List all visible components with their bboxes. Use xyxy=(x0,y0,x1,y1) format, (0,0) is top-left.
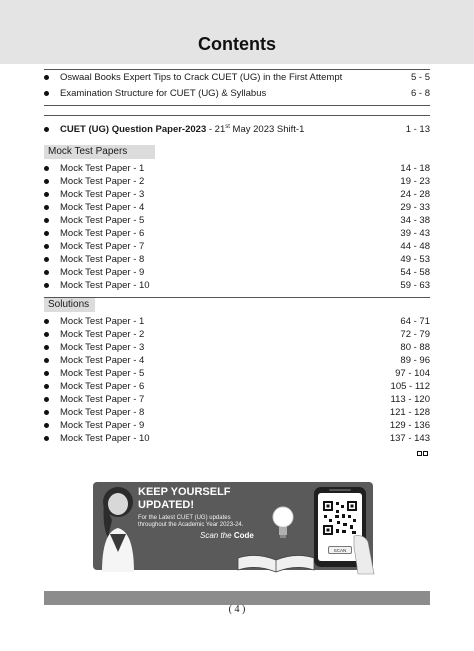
toc-entry[interactable] xyxy=(44,71,430,84)
toc-entry[interactable] xyxy=(44,432,430,445)
toc-entry[interactable] xyxy=(44,253,430,266)
toc-entry[interactable] xyxy=(44,188,430,201)
page-title: Contents xyxy=(198,34,276,54)
toc-entry[interactable] xyxy=(44,380,430,393)
toc-entry[interactable] xyxy=(44,354,430,367)
bullet-icon xyxy=(44,127,49,132)
toc-entry-pages: 24 - 28 xyxy=(400,189,430,200)
bullet-icon xyxy=(44,218,49,223)
bullet-icon xyxy=(44,91,49,96)
divider xyxy=(44,297,430,298)
toc-entry[interactable] xyxy=(44,367,430,380)
toc-entry-label: Mock Test Paper - 10 xyxy=(60,433,150,444)
toc-entry-pages: 54 - 58 xyxy=(400,267,430,278)
toc-entry-label: Mock Test Paper - 7 xyxy=(60,394,145,405)
toc-entry-label: Mock Test Paper - 6 xyxy=(60,381,145,392)
toc-entry[interactable] xyxy=(44,393,430,406)
toc-entry[interactable] xyxy=(44,279,430,292)
bullet-icon xyxy=(44,179,49,184)
toc-entry-pages: 14 - 18 xyxy=(400,163,430,174)
banner-heading: KEEP YOURSELF UPDATED! xyxy=(138,486,231,511)
footer-bar xyxy=(44,591,430,605)
toc-entry-pages: 44 - 48 xyxy=(400,241,430,252)
bullet-icon xyxy=(44,397,49,402)
section-heading-mock: Mock Test Papers xyxy=(44,145,155,159)
toc-entry-label: Mock Test Paper - 5 xyxy=(60,215,145,226)
bullet-icon xyxy=(44,205,49,210)
toc-entry-label: Mock Test Paper - 3 xyxy=(60,342,145,353)
toc-entry-label: Mock Test Paper - 3 xyxy=(60,189,145,200)
toc-entry-label: Mock Test Paper - 4 xyxy=(60,355,145,366)
toc-entry-label: Mock Test Paper - 8 xyxy=(60,407,145,418)
toc-entry-label: Mock Test Paper - 10 xyxy=(60,280,150,291)
toc-entry-pages: 80 - 88 xyxy=(400,342,430,353)
divider xyxy=(44,105,430,106)
banner-scan-text: Scan the Code xyxy=(200,531,254,540)
toc-entry-label: Examination Structure for CUET (UG) & Syllabus xyxy=(60,88,267,99)
toc-entry-label: Mock Test Paper - 2 xyxy=(60,329,145,340)
toc-entry-pages: 137 - 143 xyxy=(389,433,430,444)
toc-entry[interactable] xyxy=(44,214,430,227)
bullet-icon xyxy=(44,345,49,350)
toc-entry-pages: 105 - 112 xyxy=(390,381,430,392)
bullet-icon xyxy=(44,75,49,80)
bullet-icon xyxy=(44,436,49,441)
bullet-icon xyxy=(44,244,49,249)
scan-button[interactable]: SCAN xyxy=(328,546,352,554)
toc-entry[interactable] xyxy=(44,227,430,240)
banner-text: For the Latest CUET (UG) updates throughout the Academic Year 2023-24. xyxy=(138,515,244,528)
toc-entry-pages: 49 - 53 xyxy=(400,254,430,265)
toc-entry-pages: 5 - 5 xyxy=(410,72,430,83)
bullet-icon xyxy=(44,166,49,171)
toc-entry[interactable] xyxy=(44,201,430,214)
toc-entry-pages: 29 - 33 xyxy=(400,202,430,213)
girl-illustration xyxy=(96,480,140,572)
divider-top xyxy=(44,69,430,70)
toc-entry-pages: 89 - 96 xyxy=(400,355,430,366)
bullet-icon xyxy=(44,319,49,324)
toc-entry-label: Oswaal Books Expert Tips to Crack CUET (UG) in the First Attempt xyxy=(60,72,343,83)
open-book-icon xyxy=(236,552,316,574)
bulb-icon xyxy=(270,505,296,541)
toc-entry-question-paper[interactable] xyxy=(44,123,430,136)
toc-entry-label: Mock Test Paper - 8 xyxy=(60,254,145,265)
bullet-icon xyxy=(44,257,49,262)
toc-entry-label: Mock Test Paper - 6 xyxy=(60,228,145,239)
toc-entry[interactable] xyxy=(44,341,430,354)
toc-entry[interactable] xyxy=(44,87,430,100)
bullet-icon xyxy=(44,384,49,389)
toc-entry-label: Mock Test Paper - 5 xyxy=(60,368,145,379)
toc-entry-pages: 121 - 128 xyxy=(389,407,430,418)
toc-entry-pages: 64 - 71 xyxy=(400,316,430,327)
toc-entry[interactable] xyxy=(44,175,430,188)
toc-entry-pages: 72 - 79 xyxy=(400,329,430,340)
toc-entry-pages: 59 - 63 xyxy=(400,280,430,291)
page-number: ( 4 ) xyxy=(228,604,246,615)
toc-entry[interactable] xyxy=(44,162,430,175)
toc-entry[interactable] xyxy=(44,240,430,253)
bullet-icon xyxy=(44,283,49,288)
toc-entry-label: Mock Test Paper - 4 xyxy=(60,202,145,213)
toc-entry-label: Mock Test Paper - 9 xyxy=(60,267,145,278)
toc-entry[interactable] xyxy=(44,406,430,419)
toc-entry-pages: 34 - 38 xyxy=(400,215,430,226)
bullet-icon xyxy=(44,410,49,415)
bullet-icon xyxy=(44,270,49,275)
toc-entry-label: CUET (UG) Question Paper-2023 - 21st May 2023 Shift-1 xyxy=(60,123,305,135)
toc-entry[interactable] xyxy=(44,315,430,328)
bullet-icon xyxy=(44,423,49,428)
toc-entry-label: Mock Test Paper - 9 xyxy=(60,420,145,431)
toc-entry-pages: 113 - 120 xyxy=(390,394,430,405)
toc-entry[interactable] xyxy=(44,328,430,341)
toc-entry[interactable] xyxy=(44,266,430,279)
continue-icon xyxy=(417,451,429,457)
toc-entry-pages: 19 - 23 xyxy=(400,176,430,187)
toc-entry-pages: 129 - 136 xyxy=(389,420,430,431)
hand-illustration xyxy=(352,528,376,574)
bullet-icon xyxy=(44,332,49,337)
section-heading-solutions: Solutions xyxy=(44,298,95,312)
toc-entry-pages: 97 - 104 xyxy=(395,368,430,379)
toc-entry-label: Mock Test Paper - 1 xyxy=(60,163,145,174)
toc-entry[interactable] xyxy=(44,419,430,432)
toc-entry-label: Mock Test Paper - 7 xyxy=(60,241,145,252)
bullet-icon xyxy=(44,371,49,376)
toc-entry-label: Mock Test Paper - 1 xyxy=(60,316,145,327)
bullet-icon xyxy=(44,192,49,197)
divider xyxy=(44,115,430,116)
toc-entry-label: Mock Test Paper - 2 xyxy=(60,176,145,187)
toc-entry-pages: 6 - 8 xyxy=(410,88,430,99)
toc-entry-pages: 1 - 13 xyxy=(405,124,430,135)
toc-entry-pages: 39 - 43 xyxy=(400,228,430,239)
bullet-icon xyxy=(44,358,49,363)
bullet-icon xyxy=(44,231,49,236)
